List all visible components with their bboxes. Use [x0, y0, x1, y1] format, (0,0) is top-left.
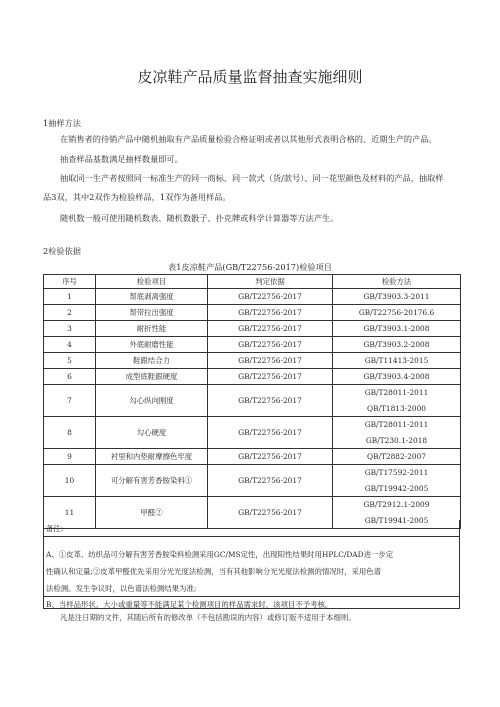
note-a-line-1: A、①皮革、纺织品可分解有害芳香胺染料检测采用GC/MS定性，出现阳性结果时用HPLC/DAD进一步定: [46, 550, 394, 559]
section-1-paragraph-1: 在销售者的待销产品中随机抽取有产品质量检验合格证明或者以其他形式表明合格的、近期生产的产品。: [60, 134, 437, 144]
table-row: [44, 305, 461, 321]
section-1-paragraph-3: 抽取同一生产者按照同一标准生产的同一商标、同一款式（货/款号）、同一花型颜色及材料的产品，抽取样: [60, 173, 444, 183]
header-item: 检验项目: [96, 275, 208, 289]
row-method: QB/T2882-2007: [333, 449, 461, 465]
row-method: [333, 465, 461, 497]
table-row: [44, 321, 461, 337]
table-row: [44, 369, 461, 385]
row-basis: GB/T22756-2017: [208, 321, 333, 337]
table-row: [44, 289, 461, 305]
row-item: 可分解有害芳香胺染料①: [96, 465, 208, 497]
section-1-paragraph-4: 随机数一般可使用随机数表、随机数骰子、扑克牌或科学计算器等方法产生。: [60, 213, 339, 223]
note-a-line-2: 性确认和定量;②皮革甲醛优先采用分光光度法检测，当有其他影响分光光度法检测的情况时，采用色谱: [46, 567, 382, 576]
row-method: GB/T3903.4-2008: [333, 369, 461, 385]
row-item: 帮底剥离强度: [96, 289, 208, 305]
row-item: 耐折性能: [96, 321, 208, 337]
row-item: 甲醛②: [96, 497, 208, 529]
table-row: [44, 337, 461, 353]
table-caption: 表1皮凉鞋产品(GB/T22756-2017)检验项目: [168, 262, 332, 272]
section-1-paragraph-3-cont: 品3双，其中2双作为检验样品，1双作为备用样品。: [43, 192, 231, 202]
row-item: 外底耐磨性能: [96, 337, 208, 353]
notes-label: 备注:: [46, 524, 64, 533]
row-no: 3: [44, 321, 96, 337]
row-no: 4: [44, 337, 96, 353]
row-no: 11: [44, 497, 96, 529]
row-no: 10: [44, 465, 96, 497]
row-no: 1: [44, 289, 96, 305]
row-no: 7: [44, 385, 96, 417]
row-basis: GB/T22756-2017: [208, 289, 333, 305]
row-method: GB/T11413-2015: [333, 353, 461, 369]
section-1-heading: 1抽样方法: [43, 118, 81, 128]
row-method: GB/T22756-20176.6: [333, 305, 461, 321]
notes-box: [43, 520, 460, 609]
row-no: 6: [44, 369, 96, 385]
row-item: 勾心硬度: [96, 417, 208, 449]
row-item: 勾心纵向刚度: [96, 385, 208, 417]
row-item: 成型底鞋跟硬度: [96, 369, 208, 385]
row-no: 5: [44, 353, 96, 369]
table-row: [44, 465, 461, 497]
row-method-standard: GB/T2912.1-2009: [363, 500, 430, 509]
footer-note: 凡是注日期的文件，其随后所有的修改单（不包括勘误的内容）或修订版不适用于本细则。: [60, 613, 356, 622]
row-basis: GB/T22756-2017: [208, 305, 333, 321]
table-row: [44, 385, 461, 417]
inspection-table: [43, 274, 461, 529]
row-method-standard: GB/T17592-2011: [364, 468, 429, 477]
row-method: GB/T3903.2-2008: [333, 337, 461, 353]
table-row: [44, 353, 461, 369]
table-row: [44, 449, 461, 465]
row-item: 鞋跟结合力: [96, 353, 208, 369]
note-a-line-3: 法检测。发生争议时，以色谱法检测结果为准;: [46, 584, 197, 593]
row-no: 8: [44, 417, 96, 449]
page-title: 皮凉鞋产品质量监督抽查实施细则: [137, 68, 363, 86]
header-no: 序号: [44, 275, 96, 289]
row-basis: GB/T22756-2017: [208, 465, 333, 497]
table-header-row: [44, 275, 461, 289]
row-method-standard: GB/T28011-2011: [364, 420, 429, 429]
row-method-standard: QB/T1813-2000: [366, 404, 427, 413]
row-basis: GB/T22756-2017: [208, 417, 333, 449]
row-basis: GB/T22756-2017: [208, 449, 333, 465]
row-method: [333, 385, 461, 417]
row-basis: GB/T22756-2017: [208, 385, 333, 417]
row-basis: GB/T22756-2017: [208, 353, 333, 369]
row-method-standard: GB/T230.1-2018: [365, 436, 428, 445]
row-basis: GB/T22756-2017: [208, 337, 333, 353]
row-basis: GB/T22756-2017: [208, 369, 333, 385]
note-b: B、当样品形状、大小或重量等不能满足某个检测项目的样品需求时，该项目不予考核。: [46, 600, 333, 609]
row-item: 衬里和内垫耐摩擦色牢度: [96, 449, 208, 465]
header-basis: 判定依据: [208, 275, 333, 289]
row-item: 帮带拉出强度: [96, 305, 208, 321]
row-method-standard: GB/T19942-2005: [364, 484, 429, 493]
row-method: [333, 417, 461, 449]
row-method-standard: GB/T19941-2005: [364, 516, 429, 525]
row-method: GB/T3903.3-2011: [333, 289, 461, 305]
row-method-standard: GB/T28011-2011: [364, 388, 429, 397]
row-no: 2: [44, 305, 96, 321]
row-basis: GB/T22756-2017: [208, 497, 333, 529]
row-no: 9: [44, 449, 96, 465]
table-row: [44, 417, 461, 449]
section-1-paragraph-2: 抽查样品基数满足抽样数量即可。: [60, 154, 183, 164]
section-2-heading: 2检验依据: [43, 246, 81, 256]
row-method: GB/T3903.1-2008: [333, 321, 461, 337]
header-method: 检验方法: [333, 275, 461, 289]
